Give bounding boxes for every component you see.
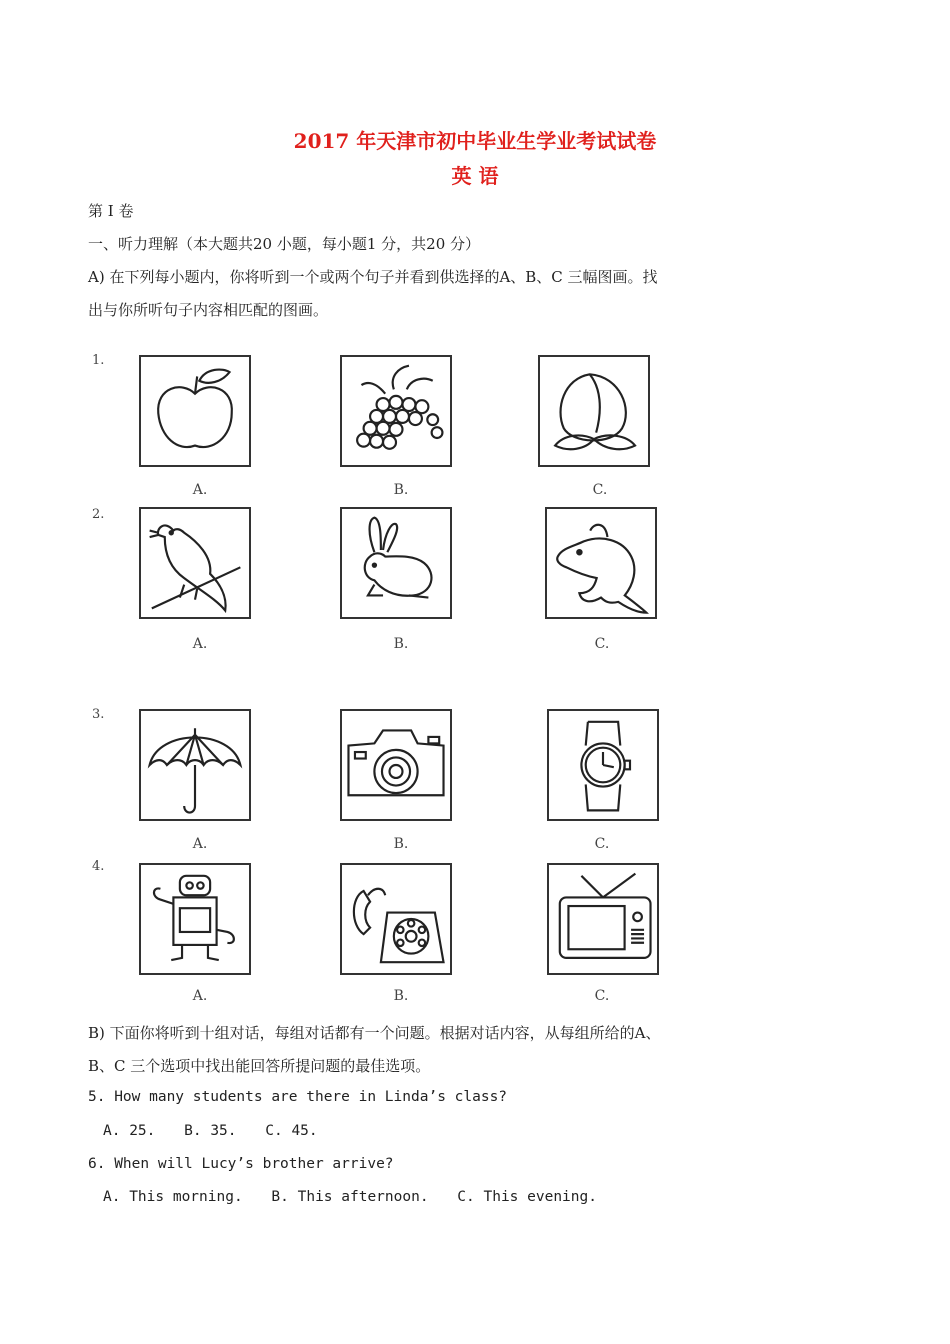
bird-icon bbox=[139, 507, 251, 619]
partA-instruction-1: A) 在下列每小题内，你将听到一个或两个句子并看到供选择的A、B、C 三幅图画。找 bbox=[88, 268, 658, 286]
umbrella-icon bbox=[139, 709, 251, 821]
option-label: B. bbox=[393, 636, 409, 652]
apple-icon bbox=[139, 355, 251, 467]
question-6: 6. When will Lucy’s brother arrive? bbox=[88, 1156, 394, 1172]
option-label: C. bbox=[594, 988, 610, 1004]
question-5-options bbox=[103, 1123, 338, 1139]
watch-icon bbox=[547, 709, 659, 821]
option-label: A. bbox=[192, 636, 208, 652]
question-5: 5. How many students are there in Linda’s class? bbox=[88, 1089, 508, 1105]
option-c: C. 45. bbox=[265, 1123, 318, 1139]
option-b: B. 35. bbox=[184, 1123, 237, 1139]
partB-instruction-1: B) 下面你将听到十组对话，每组对话都有一个问题。根据对话内容，从每组所给的A、 bbox=[88, 1024, 661, 1042]
option-label: C. bbox=[592, 482, 608, 498]
option-label: C. bbox=[594, 836, 610, 852]
option-a: A. This morning. bbox=[103, 1189, 243, 1205]
rabbit-icon bbox=[340, 507, 452, 619]
grapes-icon bbox=[340, 355, 452, 467]
option-label: B. bbox=[393, 836, 409, 852]
option-label: C. bbox=[594, 636, 610, 652]
option-a: A. 25. bbox=[103, 1123, 156, 1139]
option-label: B. bbox=[393, 988, 409, 1004]
exam-title: 2017 年天津市初中毕业生学业考试试卷 bbox=[293, 129, 657, 153]
camera-icon bbox=[340, 709, 452, 821]
option-label: A. bbox=[192, 482, 208, 498]
question-number: 4. bbox=[92, 859, 105, 874]
volume-label: 第 I 卷 bbox=[88, 202, 134, 220]
option-c: C. This evening. bbox=[457, 1189, 597, 1205]
television-icon bbox=[547, 863, 659, 975]
question-number: 3. bbox=[92, 707, 105, 722]
option-b: B. This afternoon. bbox=[271, 1189, 429, 1205]
option-label: A. bbox=[192, 988, 208, 1004]
partB-instruction-2: B、C 三个选项中找出能回答所提问题的最佳选项。 bbox=[88, 1057, 431, 1075]
partA-instruction-2: 出与你所听句子内容相匹配的图画。 bbox=[88, 301, 329, 319]
option-label: B. bbox=[393, 482, 409, 498]
question-number: 1. bbox=[92, 353, 105, 368]
option-label: A. bbox=[192, 836, 208, 852]
robot-icon bbox=[139, 863, 251, 975]
question-6-options bbox=[103, 1189, 617, 1205]
subject-title: 英 语 bbox=[451, 164, 499, 188]
part1-heading: 一、听力理解（本大题共20 小题，每小题1 分，共20 分） bbox=[88, 235, 481, 253]
peach-icon bbox=[538, 355, 650, 467]
telephone-icon bbox=[340, 863, 452, 975]
question-number: 2. bbox=[92, 507, 105, 522]
dolphin-icon bbox=[545, 507, 657, 619]
